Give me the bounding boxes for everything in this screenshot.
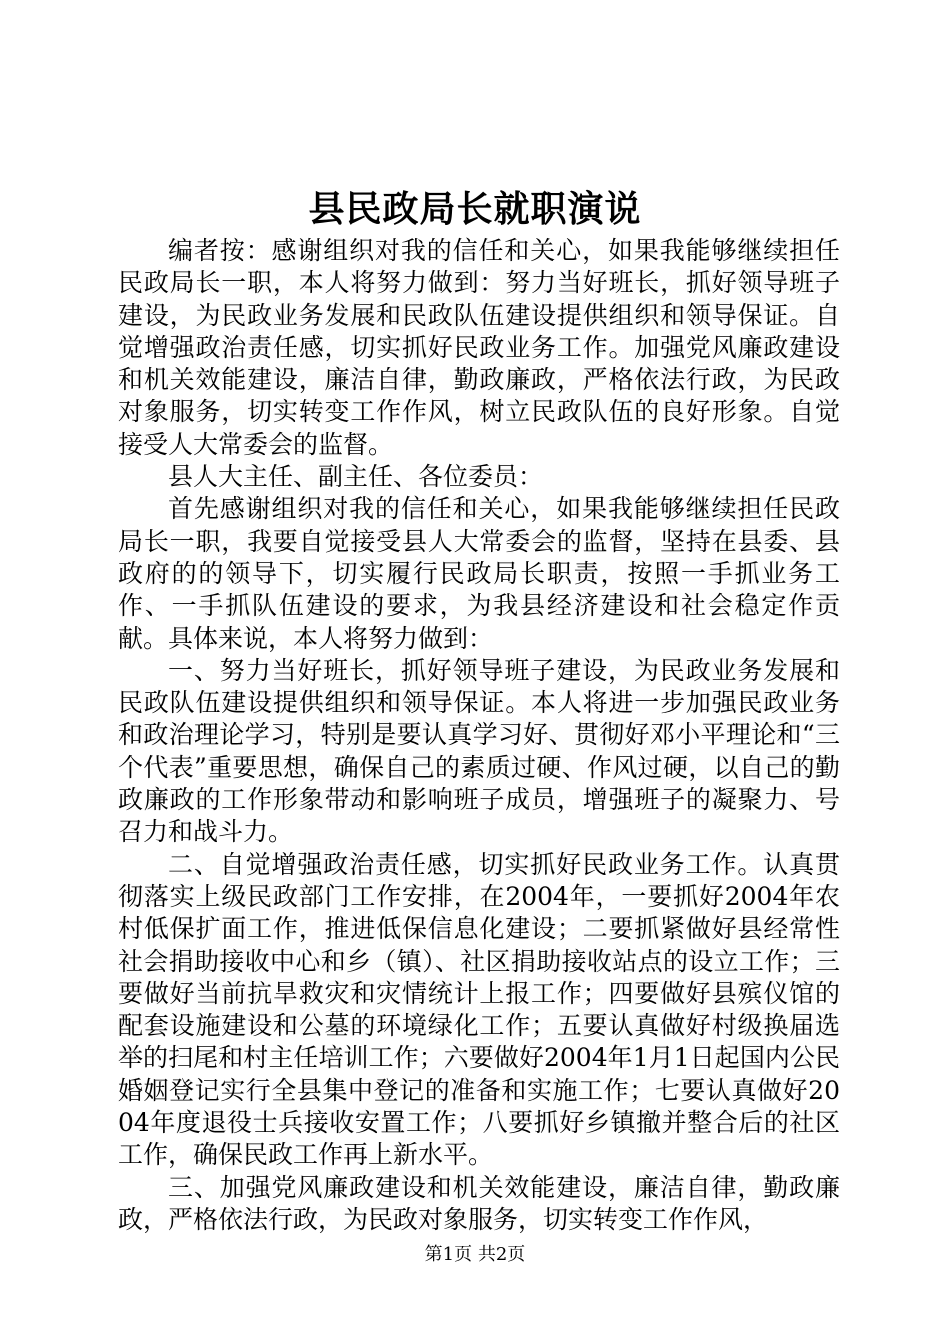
page-number-footer: 第1页 共2页 [424, 1244, 526, 1265]
point-three-paragraph: 三、加强党风廉政建设和机关效能建设，廉洁自律，勤政廉政，严格依法行政，为民政对象服务，切实转变工作作风， [118, 1172, 840, 1234]
document-title: 县民政局长就职演说 [308, 188, 642, 230]
salutation-paragraph: 县人大主任、副主任、各位委员： [168, 462, 544, 492]
document-body [118, 235, 840, 1236]
opening-paragraph: 首先感谢组织对我的信任和关心，如果我能够继续担任民政局长一职，我要自觉接受县人大常委会的监督，坚持在县委、县政府的的领导下，切实履行民政局长职责，按照一手抓业务工作、一手抓队伍建设的要求，为我县经济建设和社会稳定作贡献。具体来说，本人将努力做到： [118, 494, 840, 653]
point-one-paragraph: 一、努力当好班长，抓好领导班子建设，为民政业务发展和民政队伍建设提供组织和领导保证。本人将进一步加强民政业务和政治理论学习，特别是要认真学习好、贯彻好邓小平理论和“三个代表”重要思想，确保自己的素质过硬、作风过硬，以自己的勤政廉政的工作形象带动和影响班子成员，增强班子的凝聚力、号召力和战斗力。 [118, 655, 840, 847]
point-two-paragraph: 二、自觉增强政治责任感，切实抓好民政业务工作。认真贯彻落实上级民政部门工作安排，在2004年，一要抓好2004年农村低保扩面工作，推进低保信息化建设；二要抓紧做好县经常性社会捐助接收中心和乡（镇）、社区捐助接收站点的设立工作；三要做好当前抗旱救灾和灾情统计上报工作；四要做好县殡仪馆的配套设施建设和公墓的环境绿化工作；五要认真做好村级换届选举的扫尾和村主任培训工作；六要做好2004年1月1日起国内公民婚姻登记实行全县集中登记的准备和实施工作；七要认真做好2004年度退役士兵接收安置工作；八要抓好乡镇撤并整合后的社区工作，确保民政工作再上新水平。 [118, 849, 840, 1170]
editor-note-paragraph: 编者按：感谢组织对我的信任和关心，如果我能够继续担任民政局长一职，本人将努力做到：努力当好班长，抓好领导班子建设，为民政业务发展和民政队伍建设提供组织和领导保证。自觉增强政治责任感，切实抓好民政业务工作。加强党风廉政建设和机关效能建设，廉洁自律，勤政廉政，严格依法行政，为民政对象服务，切实转变工作作风，树立民政队伍的良好形象。自觉接受人大常委会的监督。 [118, 236, 840, 459]
